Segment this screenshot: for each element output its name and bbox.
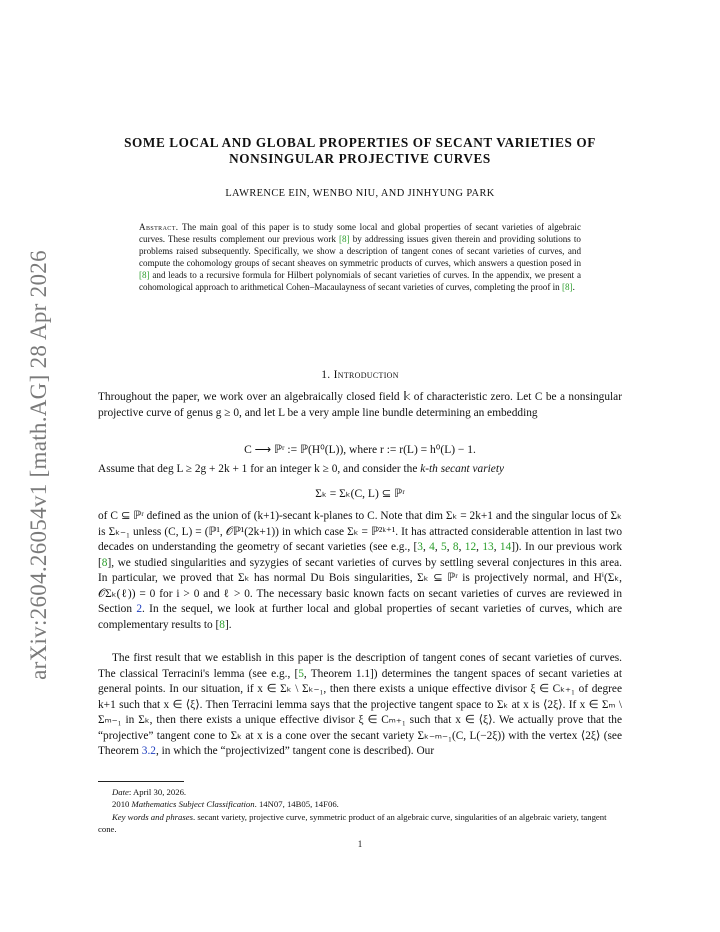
equation-secant-variety: Σₖ = Σₖ(C, L) ⊆ ℙʳ xyxy=(315,488,405,500)
intro-paragraph-1a: Throughout the paper, we work over an algebraically closed field 𝕜 of characteristic zero. Let C be a nonsingular projective curve of genus g ≥ 0, and let L be a very ample line bundle determining an embedding xyxy=(98,391,622,419)
intro-text: , xyxy=(434,541,442,553)
footnote-rule xyxy=(98,781,184,782)
intro-text: , xyxy=(476,541,483,553)
footnote-date: Date: April 30, 2026. xyxy=(112,787,187,797)
intro-paragraph-1c xyxy=(98,509,622,633)
intro-text: , xyxy=(446,541,453,553)
intro-text: . In the sequel, we look at further local and global properties of secant varieties of curves, which are complementary results to [ xyxy=(98,603,622,631)
citation-link[interactable]: 14 xyxy=(499,541,512,553)
citation-link[interactable]: 8 xyxy=(219,618,225,631)
paper-authors: LAWRENCE EIN, WENBO NIU, AND JINHYUNG PARK xyxy=(225,188,495,199)
citation-link[interactable]: 5 xyxy=(298,667,304,680)
citation-link[interactable]: [8] xyxy=(339,234,350,245)
intro-text: Assume that deg L ≥ 2g + 2k + 1 for an integer k ≥ 0, and consider the xyxy=(98,463,421,475)
intro-text: ]). In our previous work [ xyxy=(98,541,623,569)
intro-text: ]. xyxy=(224,618,232,631)
intro-text: , xyxy=(493,541,500,553)
emphasis-secant-variety: k-th secant variety xyxy=(420,463,505,475)
equation-embedding: C ⟶ ℙʳ := ℙ(H⁰(L)), where r := r(L) = h⁰(L) − 1. xyxy=(244,444,476,456)
intro-text: , xyxy=(422,541,430,553)
footnote-msc: 2010 Mathematics Subject Classification. 14N07, 14B05, 14F06. xyxy=(112,799,339,810)
citation-link[interactable]: 8 xyxy=(452,541,459,553)
section-number: 1. xyxy=(321,369,331,381)
section-title: Introduction xyxy=(333,369,399,381)
intro-text: , Theorem 1.1]) determines the tangent spaces of secant varieties at general points. In our situation, if x ∈ Σₖ \ Σₖ₋₁, then there exists a unique effective divisor ξ ∈ Cₖ₊₁ of degree k+1 such that x ∈ ⟨ξ⟩. Then Terracini lemma says that the projective tangent space to Σₖ at x is ⟨2ξ⟩. If x ∈ Σₘ \ Σₘ₋₁ in Σₖ, then there exists a unique effective divisor ξ ∈ Cₘ₊₁ such that x ∈ ⟨ξ⟩. We actually prove that the “projective” tangent cone to Σₖ at x is a cone over the secant variety Σₖ₋ₘ₋₁(C, L(−2ξ)) with the vertex ⟨2ξ⟩ (see Theorem xyxy=(98,667,622,757)
citation-link[interactable]: 3 xyxy=(417,541,423,553)
section-heading xyxy=(98,369,622,381)
intro-text: , xyxy=(458,541,465,553)
citation-link[interactable]: 8 xyxy=(101,556,108,569)
abstract-text: The main goal of this paper is to study some local and global properties of secant varieties of algebraic curves. These results complement our previous work xyxy=(139,222,581,245)
intro-paragraph-2 xyxy=(98,651,622,760)
citation-link[interactable]: 5 xyxy=(441,541,447,553)
arxiv-identifier: arXiv:2604.26054v1 [math.AG] 28 Apr 2026 xyxy=(26,250,52,680)
abstract xyxy=(139,221,581,294)
intro-text: ], we studied singularities and syzygies of secant varieties of curves by settling several conjectures in this area. In particular, we proved that Σₖ has normal Du Bois singularities, Σₖ ⊆ ℙʳ is projectively normal, and Hⁱ(Σₖ, 𝒪Σₖ(ℓ)) = 0 for i > 0 and ℓ > 0. The necessary basic known facts on secant varieties of curves are reviewed in Section xyxy=(98,556,622,615)
citation-link[interactable]: 4 xyxy=(429,541,435,553)
citation-link[interactable]: [8] xyxy=(139,270,150,281)
intro-text: of C ⊆ ℙʳ defined as the union of (k+1)-secant k-planes to C. Note that dim Σₖ = 2k+1 and the singular locus of Σₖ is Σₖ₋₁ unless (C, L) = (ℙ¹, 𝒪ℙ¹(2k+1)) in which case Σₖ = ℙ²ᵏ⁺¹. It has attracted considerable attention in last two decades on understanding the geometry of secant varieties (see e.g., [ xyxy=(98,510,622,553)
paper-title: SOME LOCAL AND GLOBAL PROPERTIES OF SECANT VARIETIES OF NONSINGULAR PROJECTIVE CURVES xyxy=(124,135,596,166)
citation-link[interactable]: [8] xyxy=(561,282,573,293)
citation-link[interactable]: 13 xyxy=(482,541,494,553)
theorem-crossref-link[interactable]: 3.2 xyxy=(141,745,156,757)
abstract-text: by addressing issues given therein and providing solutions to problems raised subsequently. Specifically, we show a description of tangent cones of secant varieties of curves, and compute the cohomology groups of secant sheaves on symmetric products of curves, which answers a question posed in xyxy=(139,234,581,269)
intro-paragraph-1b xyxy=(98,462,622,478)
abstract-text: and leads to a recursive formula for Hilbert polynomials of secant varieties of curves. In the appendix, we present a cohomological approach to arithmetical Cohen–Macaulayness of secant varieties of curves, completing the proof in xyxy=(139,270,581,293)
footnote-keywords: Key words and phrases. secant variety, projective curve, symmetric product of an algebraic curve, singularities of an algebraic variety, tangent cone. xyxy=(98,811,607,835)
section-crossref-link[interactable]: 2 xyxy=(136,603,143,615)
citation-link[interactable]: 12 xyxy=(464,541,477,553)
abstract-label: Abstract. xyxy=(139,222,179,232)
footnotes xyxy=(98,786,622,836)
arxiv-side-stamp xyxy=(20,240,58,690)
page-number: 1 xyxy=(357,839,363,849)
intro-text: The first result that we establish in this paper is the description of tangent cones of secant varieties of curves. The classical Terracini's lemma (see e.g., [ xyxy=(98,652,622,680)
intro-text: , in which the “projectivized” tangent cone is described). Our xyxy=(155,745,435,757)
abstract-text: . xyxy=(572,282,575,293)
